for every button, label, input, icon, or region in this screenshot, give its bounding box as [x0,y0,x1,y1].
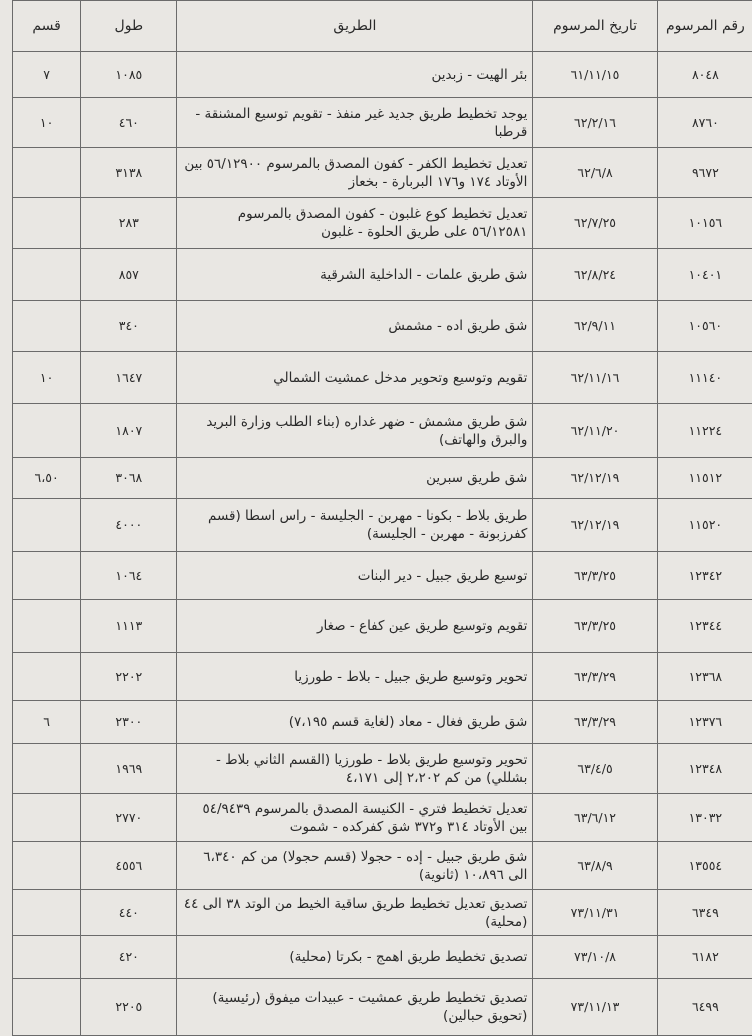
cell-length: ١٠٦٤ [81,552,177,600]
cell-decree-date: ٦٢/٧/٢٥ [533,198,657,249]
cell-length: ١٩٦٩ [81,744,177,794]
cell-decree-date: ٦٣/٣/٢٩ [533,701,657,744]
cell-decree-no: ١١٥١٢ [657,458,752,499]
cell-decree-no: ٩٦٧٢ [657,148,752,198]
cell-decree-no: ٦٤٩٩ [657,979,752,1036]
cell-road: تحوير وتوسيع طريق بلاط - طورزيا (القسم الثاني بلاط - بشللي) من كم ٢،٢٠٢ إلى ٤،١٧١ [177,744,533,794]
cell-road: شق طريق اده - مشمش [177,301,533,352]
cell-length: ٨٥٧ [81,249,177,301]
cell-length: ١٦٤٧ [81,352,177,404]
table-row [13,458,752,499]
cell-decree-no: ١١٥٢٠ [657,499,752,552]
decrees-table [12,0,752,1036]
cell-road: شق طريق جبيل - إده - حجولا (قسم حجولا) من كم ٦،٣٤٠ الى ١٠،٨٩٦ (ثانوية) [177,842,533,890]
cell-section [13,600,81,653]
cell-length: ٤٥٥٦ [81,842,177,890]
cell-decree-date: ٦٢/٢/١٦ [533,98,657,148]
table-row [13,600,752,653]
cell-decree-date: ٦٣/٤/٥ [533,744,657,794]
cell-section [13,249,81,301]
table-row [13,352,752,404]
cell-road: يوجد تخطيط طريق جديد غير منفذ - تقويم توسيع المشنقة - قرطبا [177,98,533,148]
table-row [13,52,752,98]
cell-section [13,198,81,249]
cell-decree-date: ٧٣/١١/١٣ [533,979,657,1036]
header-decree-no: رقم المرسوم [657,1,752,52]
table-row [13,198,752,249]
table-row [13,301,752,352]
cell-length: ٢٨٣ [81,198,177,249]
cell-length: ١٠٨٥ [81,52,177,98]
cell-decree-date: ٦٢/٦/٨ [533,148,657,198]
cell-section [13,842,81,890]
cell-decree-date: ٦٢/١١/١٦ [533,352,657,404]
cell-section [13,794,81,842]
cell-decree-no: ١٢٣٧٦ [657,701,752,744]
cell-length: ١١١٣ [81,600,177,653]
cell-length: ٣١٣٨ [81,148,177,198]
cell-road: شق طريق سبرين [177,458,533,499]
table-row [13,148,752,198]
cell-section: ٧ [13,52,81,98]
cell-road: تصديق تخطيط طريق اهمج - بكرتا (محلية) [177,936,533,979]
table-row [13,249,752,301]
cell-section: ٦،٥٠ [13,458,81,499]
cell-road: توسيع طريق جبيل - دير البنات [177,552,533,600]
cell-section [13,936,81,979]
header-road: الطريق [177,1,533,52]
cell-decree-no: ١٠٥٦٠ [657,301,752,352]
cell-decree-date: ٦٢/١١/٢٠ [533,404,657,458]
cell-decree-no: ١٢٣٤٢ [657,552,752,600]
cell-section [13,301,81,352]
cell-length: ٢٣٠٠ [81,701,177,744]
cell-decree-no: ١١٢٢٤ [657,404,752,458]
cell-decree-no: ١٠٤٠١ [657,249,752,301]
cell-section: ٦ [13,701,81,744]
cell-section [13,744,81,794]
cell-section [13,404,81,458]
cell-decree-no: ١١١٤٠ [657,352,752,404]
table-row [13,794,752,842]
cell-decree-no: ١٠١٥٦ [657,198,752,249]
cell-decree-date: ٦٢/٨/٢٤ [533,249,657,301]
table-row [13,701,752,744]
table-row [13,890,752,936]
table-row [13,552,752,600]
cell-road: تعديل تخطيط الكفر - كفون المصدق بالمرسوم ٥٦/١٢٩٠٠ بين الأوتاد ١٧٤ و١٧٦ البربارة - بخعاز [177,148,533,198]
cell-decree-date: ٦٣/٣/٢٥ [533,600,657,653]
cell-section [13,148,81,198]
cell-decree-date: ٦٢/٩/١١ [533,301,657,352]
cell-decree-date: ٦٢/١٢/١٩ [533,499,657,552]
header-section: قسم [13,1,81,52]
cell-road: شق طريق مشمش - ضهر غداره (بناء الطلب وزارة البريد والبرق والهاتف) [177,404,533,458]
cell-length: ٣٠٦٨ [81,458,177,499]
table-row [13,744,752,794]
cell-decree-no: ١٣٠٣٢ [657,794,752,842]
cell-decree-date: ٦٣/٨/٩ [533,842,657,890]
cell-length: ٢٢٠٥ [81,979,177,1036]
cell-road: تقويم وتوسيع طريق عين كفاع - صغار [177,600,533,653]
cell-road: تعديل تخطيط كوع غلبون - كفون المصدق بالمرسوم ٥٦/١٢٥٨١ على طريق الحلوة - غلبون [177,198,533,249]
cell-section [13,653,81,701]
table-row [13,404,752,458]
cell-decree-no: ٨٧٦٠ [657,98,752,148]
cell-section [13,979,81,1036]
cell-road: طريق بلاط - بكونا - مهربن - الجليسة - راس اسطا (قسم كفرزبونة - مهربن - الجليسة) [177,499,533,552]
cell-length: ١٨٠٧ [81,404,177,458]
table-header-row [13,1,752,52]
cell-decree-no: ٦١٨٢ [657,936,752,979]
cell-decree-date: ٦٢/١٢/١٩ [533,458,657,499]
cell-section [13,552,81,600]
cell-decree-date: ٧٣/١٠/٨ [533,936,657,979]
cell-decree-date: ٧٣/١١/٣١ [533,890,657,936]
cell-road: تصديق تخطيط طريق عمشيت - عبيدات ميفوق (رئيسية) (تحويق حبالين) [177,979,533,1036]
cell-road: شق طريق فغال - معاد (لغاية قسم ٧،١٩٥) [177,701,533,744]
header-length: طول [81,1,177,52]
cell-road: بئر الهيت - زبدين [177,52,533,98]
cell-length: ٢٧٧٠ [81,794,177,842]
cell-length: ٣٤٠ [81,301,177,352]
cell-decree-no: ١٢٣٦٨ [657,653,752,701]
cell-length: ٢٢٠٢ [81,653,177,701]
table-row [13,98,752,148]
cell-decree-no: ١٢٣٤٤ [657,600,752,653]
cell-length: ٤٢٠ [81,936,177,979]
cell-section: ١٠ [13,98,81,148]
table-row [13,936,752,979]
header-decree-date: تاريخ المرسوم [533,1,657,52]
cell-decree-no: ٦٣٤٩ [657,890,752,936]
cell-road: تعديل تخطيط فتري - الكنيسة المصدق بالمرسوم ٥٤/٩٤٣٩ بين الأوتاد ٣١٤ و٣٧٢ شق كفركده - شموت [177,794,533,842]
cell-section [13,890,81,936]
cell-decree-no: ١٢٣٤٨ [657,744,752,794]
cell-decree-date: ٦٣/٦/١٢ [533,794,657,842]
table-row [13,842,752,890]
table-row [13,979,752,1036]
cell-decree-date: ٦٣/٣/٢٥ [533,552,657,600]
cell-section [13,499,81,552]
cell-length: ٤٤٠ [81,890,177,936]
cell-decree-date: ٦١/١١/١٥ [533,52,657,98]
table-row [13,499,752,552]
cell-length: ٤٦٠ [81,98,177,148]
cell-decree-date: ٦٣/٣/٢٩ [533,653,657,701]
cell-road: شق طريق علمات - الداخلية الشرقية [177,249,533,301]
cell-decree-no: ١٣٥٥٤ [657,842,752,890]
cell-decree-no: ٨٠٤٨ [657,52,752,98]
cell-section: ١٠ [13,352,81,404]
cell-road: تحوير وتوسيع طريق جبيل - بلاط - طورزيا [177,653,533,701]
cell-road: تقويم وتوسيع وتحوير مدخل عمشيت الشمالي [177,352,533,404]
cell-length: ٤٠٠٠ [81,499,177,552]
cell-road: تصديق تعديل تخطيط طريق ساقية الخيط من الوتد ٣٨ الى ٤٤ (محلية) [177,890,533,936]
table-row [13,653,752,701]
